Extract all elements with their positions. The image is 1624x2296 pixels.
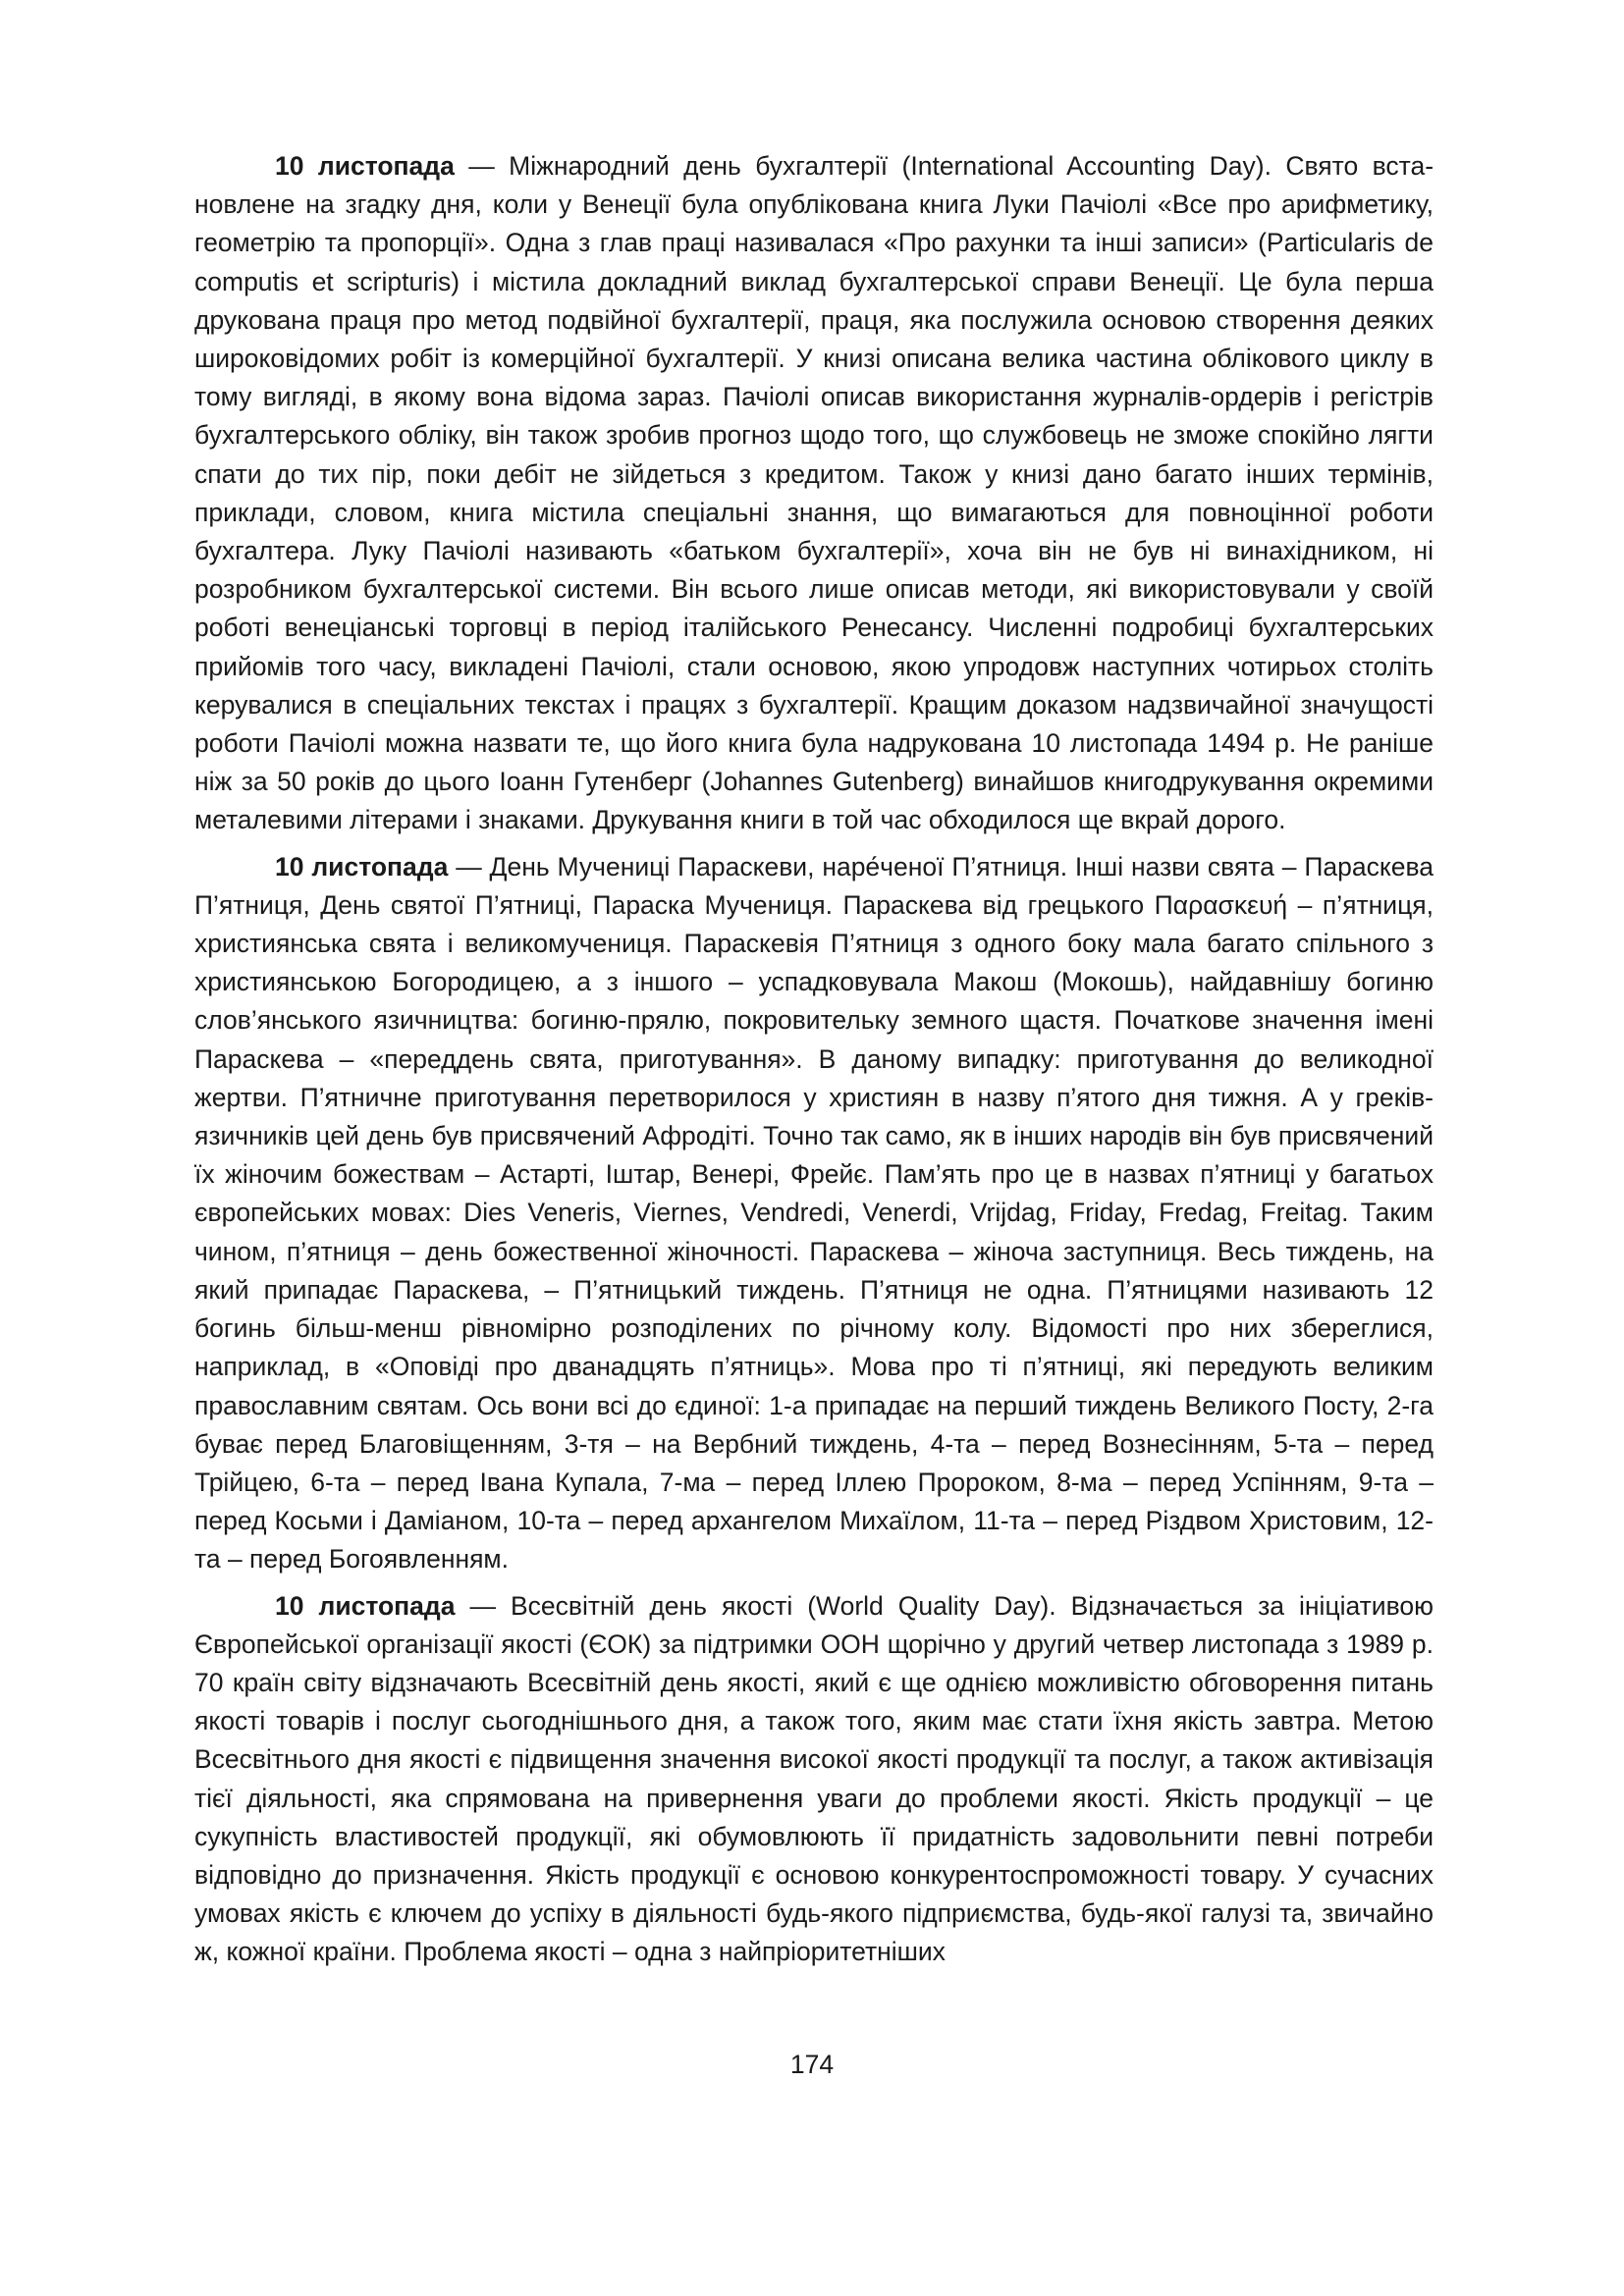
entry-date: 10 листопада [275,1590,456,1621]
page-number: 174 [789,2050,835,2079]
document-page [194,147,1434,1980]
entry-accounting-day [194,147,1434,840]
entry-date: 10 листопада [275,851,449,881]
entry-date: 10 листопада [275,151,455,181]
entry-text: — Всесвітній день якості (World Quality Day). Відзначається за ініціативою Європейської організації якості (ЄОК) за підтримки ООН щорічно у другий четвер листопада з 1989 р. 70 країн світу відзначають Всесвітній день якості, який є ще однією можливістю обговорення питань якості товарів і послуг сьогоднішнього дня, а також того, яким має стати їхня якість завтра. Метою Всесвітнього дня якості є підвищення значення високої якості продукції та послуг, а також активізація тієї діяльності, яка спрямована на привернення уваги до проблеми якості. Якість продукції – це сукупність властивостей продукції, які обумовлюють її придатність задовольнити певні потреби відповідно до призначення. Якість продукції є основою конкурентоспроможності товару. У сучасних умовах якість є ключем до успіху в діяльності будь-якого підприємства, будь-якої галузі та, звичайно ж, кожної країни. Проблема якості – одна з найпріоритетніших [194,1590,1434,1967]
entry-text: — День Мучениці Параскеви, наре́ченої П’ятниця. Інші назви свята – Параскева П’ятниця, День святої П’ятниці, Параска Мучениця. Параскева від грецького Παρασκευή – п’ятниця, християнська свята і великомучениця. Параскевія П’ятниця з одного боку мала багато спільного з християнською Богородицею, а з іншого – успадковувала Макош (Мокошь), найдавнішу богиню слов’янського язичництва: богиню-прялю, покровительку земного щастя. Початкове значення імені Параскева – «переддень свята, приготування». В даному випадку: приготування до великодної жертви. П’ятничне приготування перетворилося у християн в назву п’ятого дня тижня. А у греків-язичників цей день був присвячений Афродіті. Точно так само, як в інших народів він був присвячений їх жіночим божествам – Астарті, Іштар, Венері, Фрейє. Пам’ять про це в назвах п’ятниці у багатьох європейських мовах: Dies Veneris, Viernes, Vendredi, Venerdi, Vrijdag, Friday, Fredag, Freitag. Таким чином, п’ятниця – день божественної жіночності. Параскева – жіноча заступниця. Весь тиждень, на який припадає Параскева, – П’ятницький тиждень. П’ятниця не одна. П’ятницями називають 12 богинь більш-менш рівномірно розподілених по річному колу. Відомості про них збереглися, наприклад, в «Оповіді про дванадцять п’ятниць». Мова про ті п’ятниці, які передують великим православним святам. Ось вони всі до єдиної: 1-а припадає на перший тиждень Великого Посту, 2-га буває перед Благовіщенням, 3-тя – на Вербний тиждень, 4-та – перед Вознесінням, 5-та – перед Трійцею, 6-та – перед Івана Купала, 7-ма – перед Іллею Пророком, 8-ма – перед Успінням, 9-та – перед Косьми і Даміаном, 10-та – перед архангелом Михаїлом, 11-та – перед Різдвом Христовим, 12-та – перед Богоявленням. [194,851,1434,1575]
entry-paraskeva-day [194,848,1434,1579]
entry-text: — Міжнародний день бухгалтерії (International Accounting Day). Свято встановлене на згадку дня, коли у Венеції була опублікована книга Луки Пачіолі «Все про арифметику, геометрію та пропорції». Одна з глав праці називалася «Про рахунки та інші записи» (Particularis de computis et scripturis) і містила докладний виклад бухгалтерської справи Венеції. Це була перша друкована праця про метод подвійної бухгалтерії, праця, яка послужила основою створення деяких широковідомих робіт із комерційної бухгалтерії. У книзі описана велика частина облікового циклу в тому вигляді, в якому вона відома зараз. Пачіолі описав використання журналів-ордерів і регістрів бухгалтерського обліку, він також зробив прогноз щодо того, що службовець не зможе спокійно лягти спати до тих пір, поки дебіт не зійдеться з кредитом. Також у книзі дано багато інших термінів, приклади, словом, книга містила спеціальні знання, що вимагаються для повноцінної роботи бухгалтера. Луку Пачіолі називають «батьком бухгалтерії», хоча він не був ні винахідником, ні розробником бухгалтерської системи. Він всього лише описав методи, які використовували у своїй роботі венеціанські торговці в період італійського Ренесансу. Численні подробиці бухгалтерських прийомів того часу, викладені Пачіолі, стали основою, якою упродовж наступних чотирьох століть керувалися в спеціальних текстах і працях з бухгалтерії. Кращим доказом надзвичайної значущості роботи Пачіолі можна назвати те, що його книга була надрукована 10 листопада 1494 р. Не раніше ніж за 50 років до цього Іоанн Гутенберг (Johannes Gutenberg) винайшов книгодрукування окремими металевими літерами і знаками. Друкування книги в той час обходилося ще вкрай дорого. [194,151,1435,835]
entry-world-quality-day [194,1587,1434,1972]
